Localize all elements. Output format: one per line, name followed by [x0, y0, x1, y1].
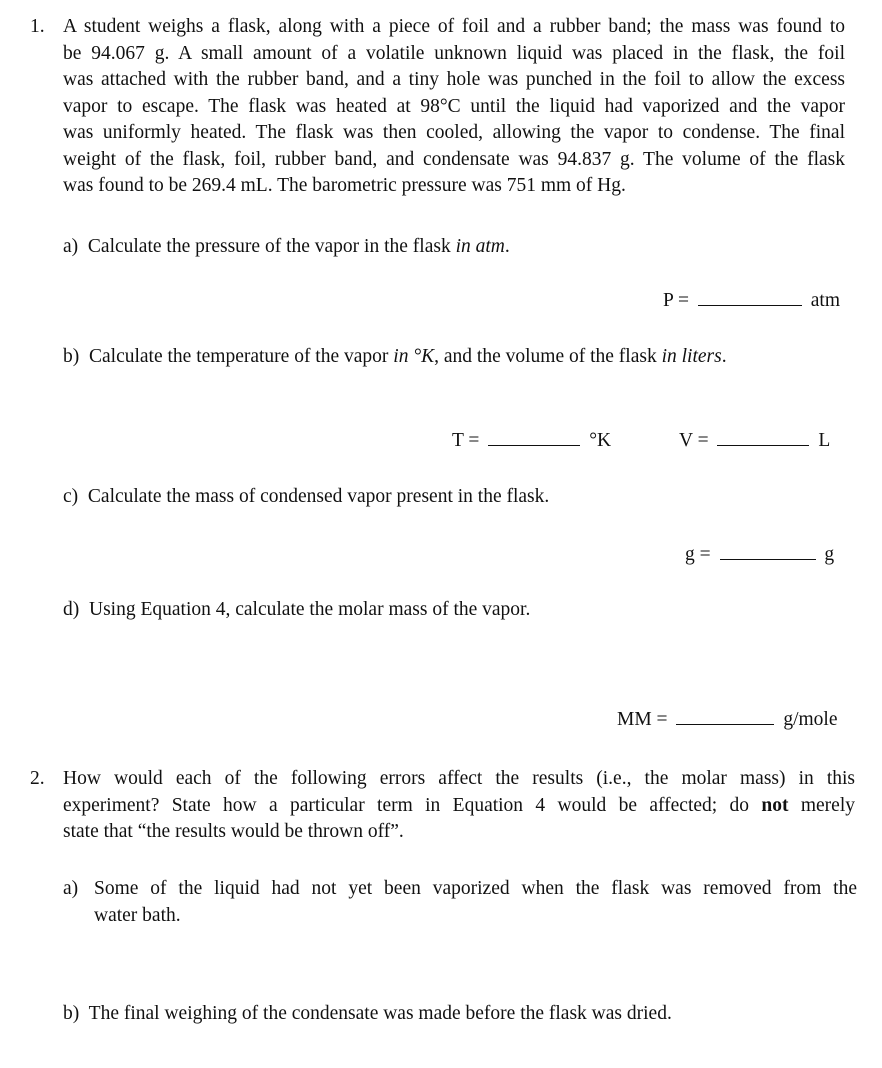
part-label: b) [63, 1003, 80, 1024]
answer-t [452, 428, 611, 455]
answer-variable: T = [452, 430, 480, 451]
answer-p [663, 288, 840, 315]
part-label: a) [63, 236, 79, 257]
answer-variable: g = [685, 544, 711, 565]
answer-blank[interactable] [698, 304, 802, 306]
part-label: d) [63, 599, 80, 620]
answer-v [679, 428, 830, 455]
question-1c [63, 484, 549, 511]
part-text: Calculate the mass of condensed vapor present in the flask. [87, 486, 550, 507]
part-label: b) [63, 346, 80, 367]
answer-unit: °K [589, 430, 612, 451]
answer-unit: g [824, 544, 835, 565]
q1-line: vapor to escape. The flask was heated at 98°C until the liquid had vaporized and the vapor [63, 95, 845, 117]
part-text: The final weighing of the condensate was made before the flask was dried. [88, 1003, 672, 1024]
part-label: a) [63, 878, 79, 899]
answer-blank[interactable] [488, 444, 580, 446]
answer-mm [617, 707, 837, 734]
q1-line: was uniformly heated. The flask was then cooled, allowing the vapor to condense. The final [63, 122, 845, 143]
question-1-number: 1. [30, 16, 45, 37]
question-2-text [63, 766, 855, 846]
answer-variable: V = [679, 430, 709, 451]
q2-line: state that “the results would be thrown off”. [63, 821, 404, 842]
answer-blank[interactable] [676, 723, 774, 725]
q1-line: was found to be 269.4 mL. The barometric pressure was 751 mm of Hg. [63, 175, 626, 196]
question-1-text [63, 14, 845, 200]
question-2a [94, 876, 857, 929]
answer-variable: P = [663, 290, 689, 311]
part-label: c) [63, 486, 79, 507]
answer-blank[interactable] [720, 558, 816, 560]
question-1a: a) Calculate the pressure of the vapor in the flask in atm. [63, 236, 510, 257]
q2-line: experiment? State how a particular term in Equation 4 would be affected; do not merely [63, 794, 855, 816]
answer-unit: atm [810, 290, 840, 311]
answer-variable: MM = [617, 709, 668, 730]
q1-line: be 94.067 g. A small amount of a volatile unknown liquid was placed in the flask, the foil [63, 42, 845, 64]
part-emphasis: in atm [455, 236, 505, 257]
q1-line: was attached with the rubber band, and a tiny hole was punched in the foil to allow the excess [63, 69, 845, 90]
question-1b: b) Calculate the temperature of the vapor in °K, and the volume of the flask in liters. [63, 346, 727, 367]
question-1d [63, 597, 530, 624]
question-2-number: 2. [30, 768, 45, 789]
answer-blank[interactable] [717, 444, 809, 446]
q1-line: A student weighs a flask, along with a piece of foil and a rubber band; the mass was found to [63, 16, 845, 37]
q2a-line: water bath. [94, 904, 181, 926]
q2-line: How would each of the following errors affect the results (i.e., the molar mass) in this [63, 768, 855, 789]
question-2b [63, 1001, 672, 1028]
part-text: Calculate the pressure of the vapor in the flask [87, 236, 456, 257]
part-text: Using Equation 4, calculate the molar mass of the vapor. [89, 599, 531, 620]
q2a-line: Some of the liquid had not yet been vaporized when the flask was removed from the [94, 878, 857, 899]
q1-line: weight of the flask, foil, rubber band, and condensate was 94.837 g. The volume of the flask [63, 148, 845, 170]
answer-unit: L [818, 430, 831, 451]
answer-unit: g/mole [783, 709, 838, 730]
answer-g [685, 542, 834, 569]
